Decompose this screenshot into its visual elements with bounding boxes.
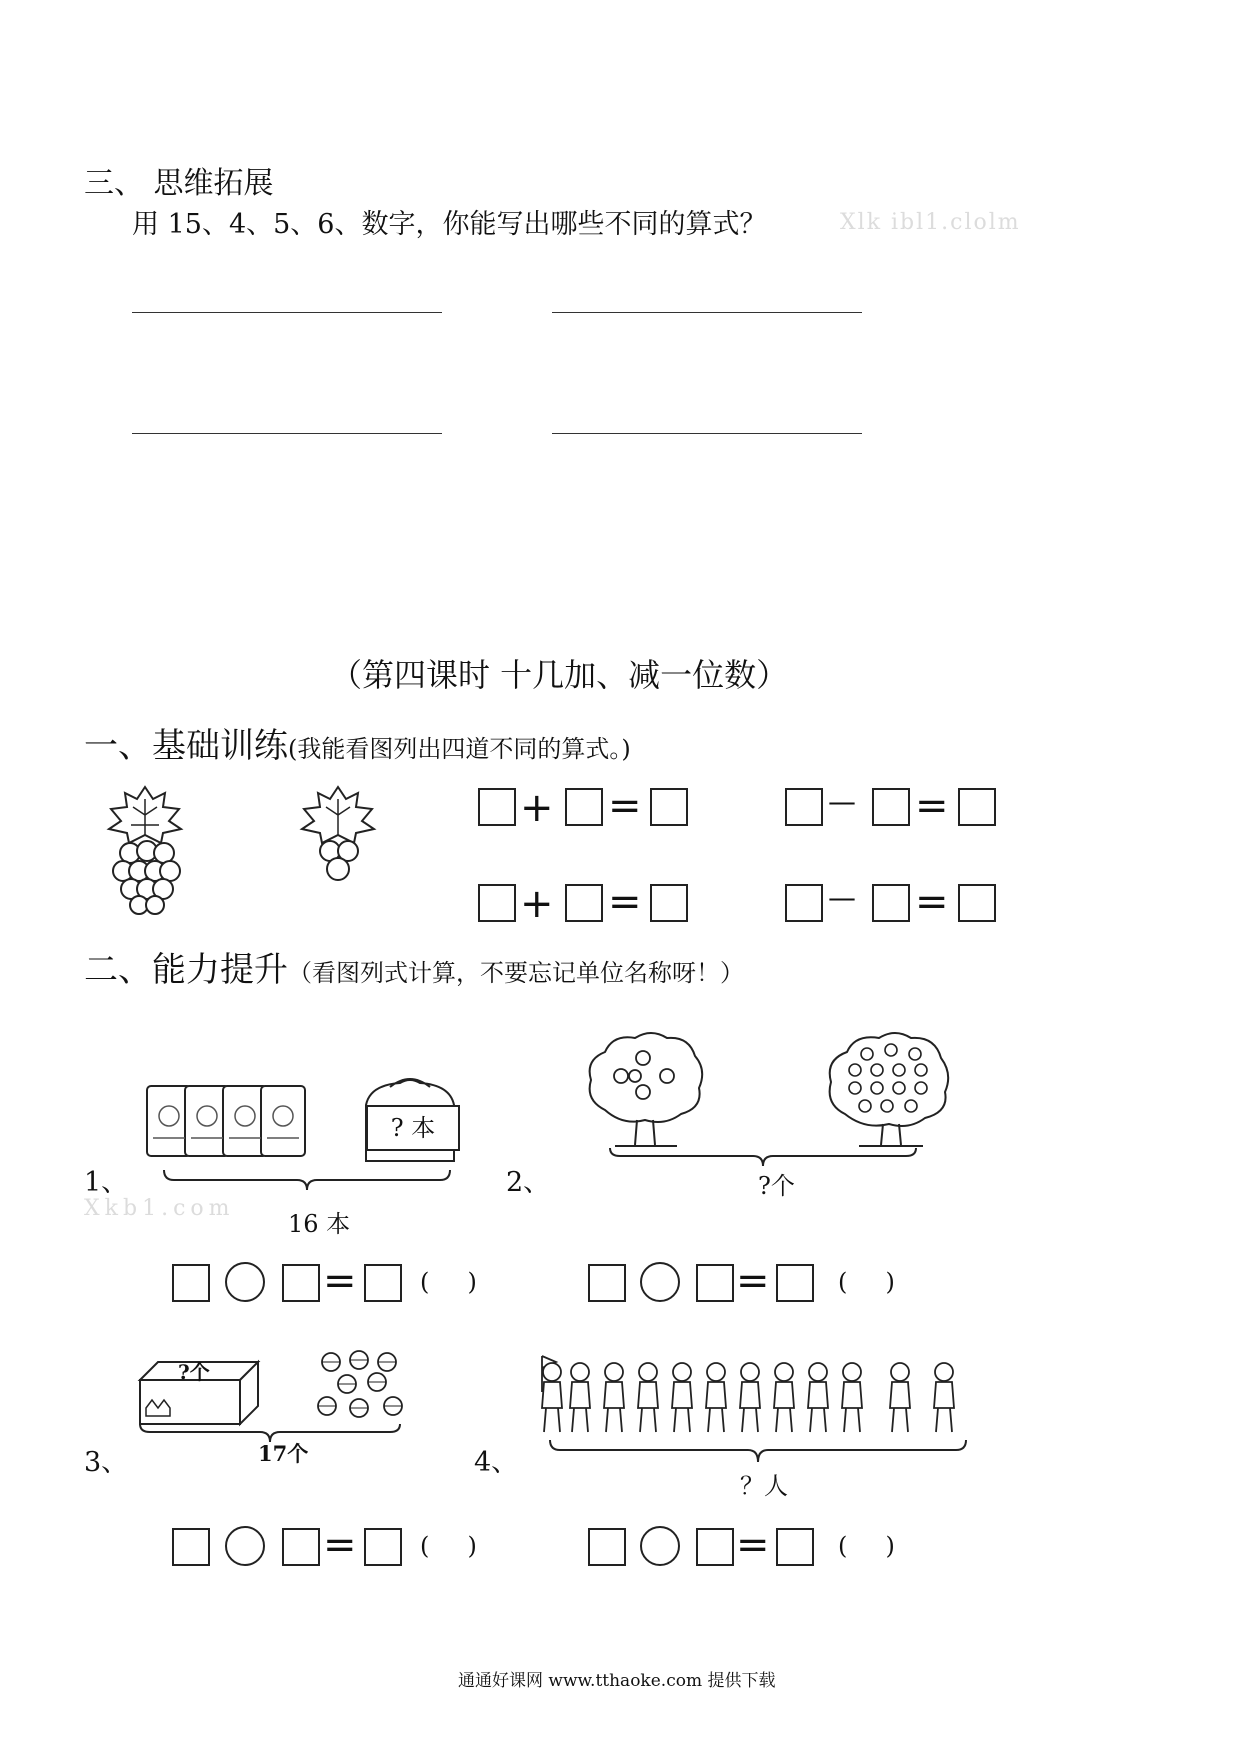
answer-box[interactable] <box>785 788 823 826</box>
equals-sign: = <box>736 1522 770 1568</box>
unit-paren[interactable]: ( ) <box>838 1268 895 1296</box>
basic-note: (我能看图列出四道不同的算式。) <box>288 735 631 763</box>
basic-heading-text: 一、基础训练 <box>84 726 288 766</box>
equals-sign: = <box>323 1522 357 1568</box>
ability-note: （看图列式计算，不要忘记单位名称呀！） <box>288 959 744 987</box>
answer-line[interactable] <box>552 312 862 313</box>
answer-box[interactable] <box>650 788 688 826</box>
equals-sign: = <box>736 1258 770 1304</box>
watermark: Xkb1.com <box>84 1196 235 1221</box>
operator-circle[interactable] <box>640 1262 680 1302</box>
answer-box[interactable] <box>958 788 996 826</box>
problem-4-number: 4、 <box>474 1447 519 1478</box>
equals-sign: = <box>915 783 949 829</box>
minus-sign: — <box>828 785 856 818</box>
answer-box[interactable] <box>282 1528 320 1566</box>
minus-sign: — <box>828 881 856 914</box>
problem-2-number: 2、 <box>506 1167 551 1198</box>
answer-box[interactable] <box>565 884 603 922</box>
answer-line[interactable] <box>132 433 442 434</box>
answer-box[interactable] <box>282 1264 320 1302</box>
problem-3-number: 3、 <box>84 1447 129 1478</box>
ball-icon <box>315 1350 415 1420</box>
answer-line[interactable] <box>552 433 862 434</box>
plus-sign: + <box>520 785 554 831</box>
brace-icon <box>548 1438 968 1464</box>
brace-icon <box>608 1146 918 1168</box>
brace-icon <box>162 1168 452 1192</box>
answer-box[interactable] <box>565 788 603 826</box>
problem-1-number: 1、 <box>84 1167 129 1198</box>
answer-box[interactable] <box>364 1528 402 1566</box>
footer: 通通好课网 www.tthaoke.com 提供下载 <box>458 1671 776 1691</box>
problem-1-total: 16 本 <box>288 1210 351 1238</box>
apple-tree-icon <box>585 1030 705 1155</box>
answer-box[interactable] <box>872 884 910 922</box>
equals-sign: = <box>323 1258 357 1304</box>
answer-box[interactable] <box>776 1528 814 1566</box>
operator-circle[interactable] <box>225 1262 265 1302</box>
answer-box[interactable] <box>650 884 688 922</box>
ability-heading-text: 二、能力提升 <box>84 950 288 990</box>
basic-heading <box>84 718 631 767</box>
section3-prompt: 用 15、4、5、6、数字，你能写出哪些不同的算式？ <box>132 209 767 240</box>
answer-box[interactable] <box>172 1264 210 1302</box>
problem-1-label-box <box>366 1105 460 1151</box>
answer-box[interactable] <box>776 1264 814 1302</box>
problem-3-total: 17个 <box>258 1441 309 1466</box>
operator-circle[interactable] <box>640 1526 680 1566</box>
equals-sign: = <box>915 879 949 925</box>
answer-box[interactable] <box>696 1528 734 1566</box>
apple-tree-icon <box>825 1030 955 1155</box>
problem-2-total: ?个 <box>758 1172 795 1200</box>
children-group <box>532 1352 992 1442</box>
answer-box[interactable] <box>696 1264 734 1302</box>
answer-box[interactable] <box>958 884 996 922</box>
answer-box[interactable] <box>364 1264 402 1302</box>
answer-box[interactable] <box>588 1264 626 1302</box>
problem-4-total: ？人 <box>740 1472 788 1500</box>
grape-bunch-icon <box>298 785 378 885</box>
unit-paren[interactable]: ( ) <box>420 1532 477 1560</box>
book-icon <box>145 1078 325 1168</box>
answer-box[interactable] <box>478 788 516 826</box>
answer-line[interactable] <box>132 312 442 313</box>
unit-paren[interactable]: ( ) <box>838 1532 895 1560</box>
grape-bunch-icon <box>105 785 185 915</box>
answer-box[interactable] <box>872 788 910 826</box>
answer-box[interactable] <box>588 1528 626 1566</box>
equals-sign: = <box>608 879 642 925</box>
section3-heading: 三、 思维拓展 <box>84 166 274 201</box>
ability-heading <box>84 942 744 991</box>
answer-box[interactable] <box>785 884 823 922</box>
equals-sign: = <box>608 783 642 829</box>
answer-box[interactable] <box>172 1528 210 1566</box>
watermark: Xlk ibl1.clolm <box>840 210 1021 235</box>
problem-3-label: ?个 <box>178 1360 210 1384</box>
plus-sign: + <box>520 881 554 927</box>
unit-paren[interactable]: ( ) <box>420 1268 477 1296</box>
lesson-title: （第四课时 十几加、减一位数） <box>330 656 789 694</box>
answer-box[interactable] <box>478 884 516 922</box>
operator-circle[interactable] <box>225 1526 265 1566</box>
problem-1-label: ? 本 <box>390 1114 436 1142</box>
